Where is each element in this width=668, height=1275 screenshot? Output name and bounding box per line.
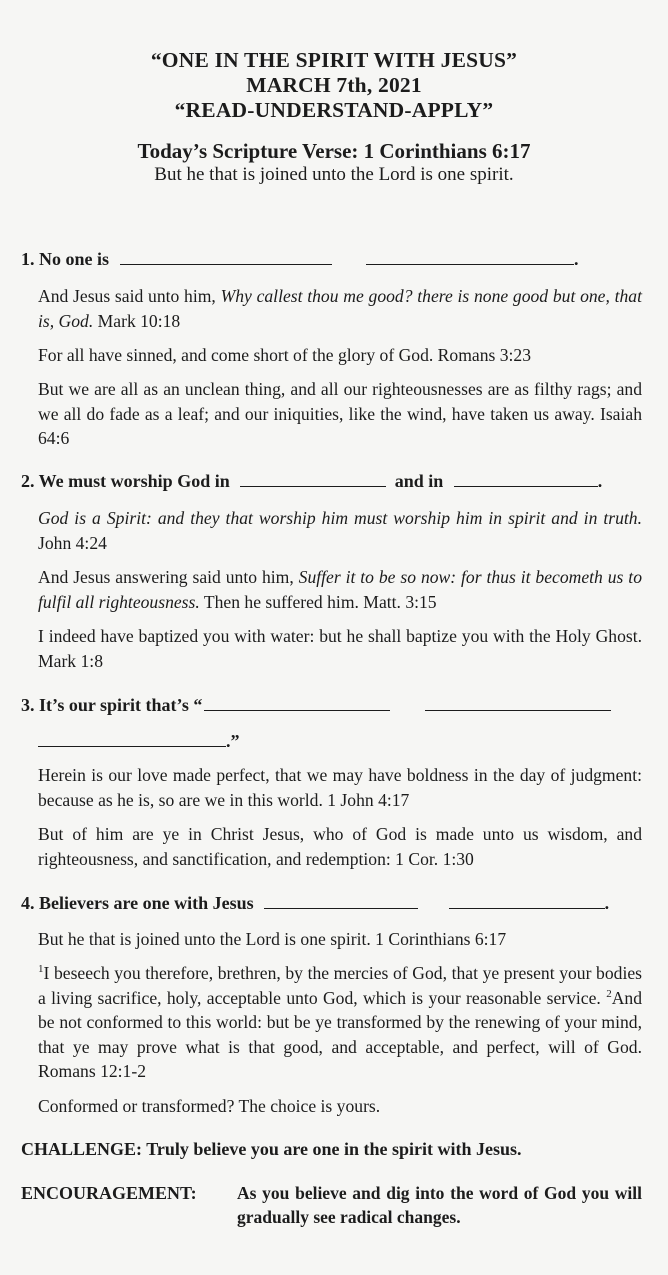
fill-in-blank xyxy=(120,248,332,265)
verse-quote: Suffer it to be so now: for thus it becometh us to fulfil all righteousness. xyxy=(38,567,642,612)
fill-in-blank xyxy=(425,694,611,711)
verse-number: 2 xyxy=(606,987,612,1000)
point-1-end: . xyxy=(574,249,579,269)
verse-text: And Jesus said unto him, xyxy=(38,286,221,306)
verse-number: 1 xyxy=(38,963,44,976)
verse-paragraph xyxy=(38,343,642,368)
verse-text: And be not conformed to this world: but be ye transformed by the renewing of your mind, that ye may prove what is that good, and acceptable, and perfect, will of God. Romans 12:1-2 xyxy=(38,987,642,1081)
encouragement-label: ENCOURAGEMENT: xyxy=(21,1183,197,1203)
verse-text: And Jesus answering said unto him, xyxy=(38,567,299,587)
verse-text: But we are all as an unclean thing, and all our righteousnesses are as filthy rags; and we all do fade as a leaf; and our iniquities, like the wind, have taken us away. Isaiah 64:6 xyxy=(38,379,642,448)
verse-paragraph xyxy=(38,624,642,673)
point-1-prompt xyxy=(21,248,579,270)
verse-text: I beseech you therefore, brethren, by the mercies of God, that ye present your bodies a living sacrifice, holy, acceptable unto God, which is your reasonable service. xyxy=(38,963,642,1008)
verse-reference: Then he suffered him. Matt. 3:15 xyxy=(199,591,437,612)
point-3-label: 3. It’s our spirit that’s “ xyxy=(21,695,203,715)
point-4-end: . xyxy=(604,893,610,913)
verse-paragraph xyxy=(38,377,642,451)
verse-paragraph xyxy=(38,565,642,614)
scripture-text: But he that is joined unto the Lord is one spirit. xyxy=(154,164,514,185)
verse-text: I indeed have baptized you with water: but he shall baptize you with the Holy Ghost. Mark 1:8 xyxy=(38,626,642,671)
point-1-label: 1. No one is xyxy=(21,249,110,269)
sermon-date: MARCH 7th, 2021 xyxy=(246,73,422,97)
point-3-prompt xyxy=(21,694,611,716)
verse-reference: Mark 10:18 xyxy=(93,310,181,331)
fill-in-blank xyxy=(449,892,605,909)
verse-paragraph xyxy=(38,927,642,952)
fill-in-blank xyxy=(204,694,390,711)
verse-text: But of him are ye in Christ Jesus, who of God is made unto us wisdom, and righteousness, and sanctification, and redemption: 1 Cor. 1:30 xyxy=(38,824,642,869)
point-4-prompt xyxy=(21,892,609,914)
verse-quote: God is a Spirit: and they that worship him must worship him in spirit and in truth. xyxy=(38,508,642,528)
closing-question xyxy=(38,1094,642,1119)
fill-in-blank xyxy=(38,730,226,747)
verse-text: For all have sinned, and come short of the glory of God. Romans 3:23 xyxy=(38,345,532,365)
encouragement-text: As you believe and dig into the word of God you will gradually see radical changes. xyxy=(237,1183,642,1227)
point-3-prompt-continued xyxy=(38,730,240,752)
verse-paragraph xyxy=(38,763,642,812)
closing-text: Conformed or transformed? The choice is yours. xyxy=(38,1096,381,1116)
sermon-motto: “READ-UNDERSTAND-APPLY” xyxy=(174,98,494,122)
point-2-label: 2. We must worship God in xyxy=(21,471,230,491)
point-2-end: . xyxy=(597,471,603,491)
verse-text: Herein is our love made perfect, that we may have boldness in the day of judgment: because as he is, so are we in this world. 1 John 4:17 xyxy=(38,765,642,810)
verse-paragraph xyxy=(38,284,642,333)
point-3-end: .” xyxy=(226,731,240,751)
header xyxy=(0,48,668,187)
point-4-label: 4. Believers are one with Jesus xyxy=(21,893,254,913)
scripture-heading: Today’s Scripture Verse: 1 Corinthians 6:17 xyxy=(137,139,531,163)
sermon-title: “ONE IN THE SPIRIT WITH JESUS” xyxy=(150,48,518,72)
romans-passage xyxy=(38,961,642,1084)
verse-text: But he that is joined unto the Lord is one spirit. 1 Corinthians 6:17 xyxy=(38,929,507,949)
verse-quote: Why callest thou me good? there is none good but one, that is, God. xyxy=(38,286,642,331)
fill-in-blank xyxy=(366,248,574,265)
fill-in-blank xyxy=(264,892,418,909)
verse-reference: John 4:24 xyxy=(38,532,107,553)
challenge: CHALLENGE: Truly believe you are one in the spirit with Jesus. xyxy=(21,1139,522,1159)
verse-paragraph xyxy=(38,822,642,871)
point-2-prompt xyxy=(21,470,602,492)
point-2-connector: and in xyxy=(394,471,444,491)
fill-in-blank xyxy=(454,470,598,487)
fill-in-blank xyxy=(240,470,386,487)
verse-paragraph xyxy=(38,506,642,555)
